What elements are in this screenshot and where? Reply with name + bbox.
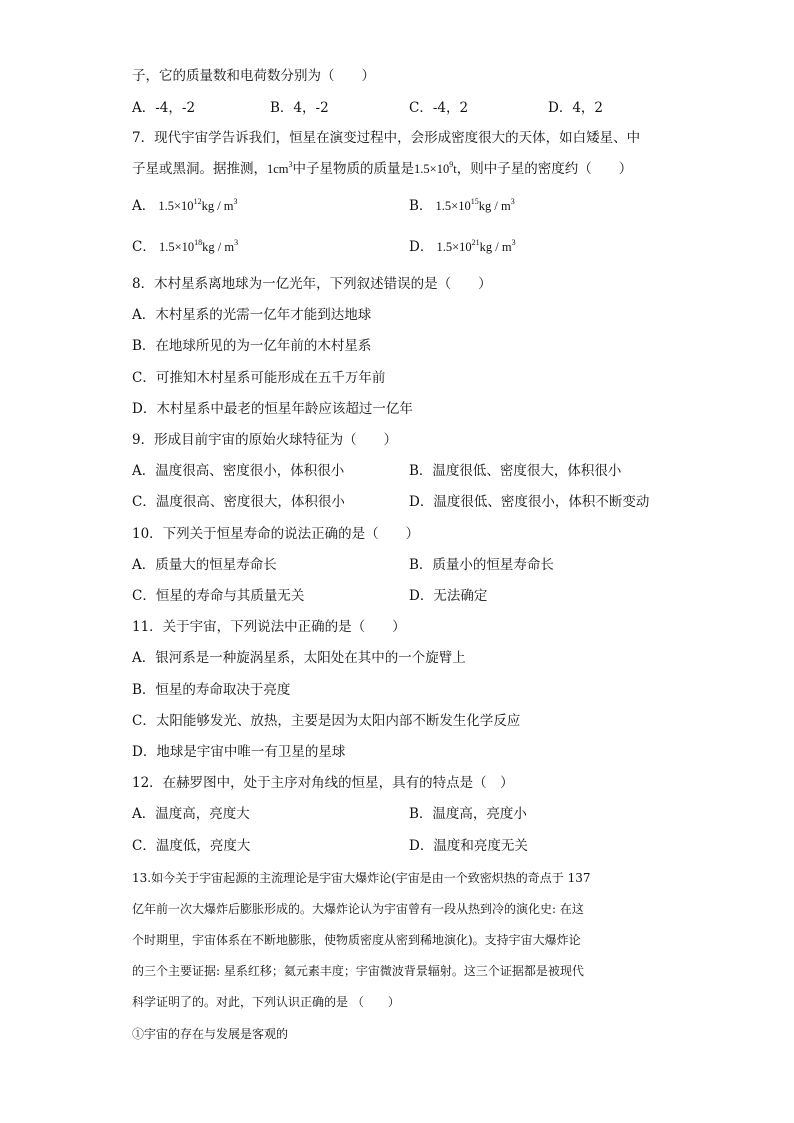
q13-paragraph-line-1: 13.如今关于宇宙起源的主流理论是宇宙大爆炸论(宇宙是由一个致密炽热的奇点于 137 (132, 871, 591, 885)
q10-option-b: B．质量小的恒星寿命长 (409, 557, 554, 573)
q6-options (0, 98, 794, 118)
q7-stem-line-2: 子星或黑洞。据推测，$1cm^3$中子星物质的质量是$1.5\times 10^9t$，则中子星的密度约（ ） (132, 160, 633, 177)
q9-option-a: A．温度很高、密度很小，体积很小 (132, 463, 345, 479)
q13-paragraph-line-5: 科学证明了的。对此，下列认识正确的是 （ ） (132, 995, 400, 1009)
q13-paragraph-line-2: 亿年前一次大爆炸后膨胀形成的。大爆炸论认为宇宙曾有一段从热到冷的演化史: 在这 (132, 902, 584, 916)
q12-option-a: A．温度高，亮度大 (132, 806, 250, 822)
q6-option-d: D．4，2 (548, 100, 604, 116)
q13-paragraph-line-4: 的三个主要证据: 星系红移；氦元素丰度；宇宙微波背景辐射。这三个证据都是被现代 (132, 964, 584, 978)
q10-stem: 10．下列关于恒星寿命的说法正确的是（ ） (132, 526, 420, 542)
q13-item-1: ①宇宙的存在与发展是客观的 (132, 1027, 289, 1041)
q11-option-a: A．银河系是一种旋涡星系，太阳处在其中的一个旋臂上 (132, 650, 466, 666)
q6-option-a: A．-4，-2 (132, 100, 196, 116)
q8-option-c: C．可推知木村星系可能形成在五千万年前 (132, 370, 386, 386)
q7-option-d: D． $1.5\times 10^{21}kg / m^3$ (409, 238, 516, 255)
q11-option-c: C．太阳能够发光、放热，主要是因为太阳内部不断发生化学反应 (132, 713, 521, 729)
q7-option-a: A． $1.5\times 10^{12}kg / m^3$ (132, 197, 238, 214)
q7-option-c: C． $1.5\times 10^{18}kg / m^3$ (132, 238, 239, 255)
q11-stem: 11．关于宇宙，下列说法中正确的是（ ） (132, 619, 406, 635)
q11-option-d: D．地球是宇宙中唯一有卫星的星球 (132, 744, 346, 760)
q6-option-c: C．-4，2 (409, 100, 469, 116)
q9-option-c: C．温度很高、密度很大，体积很小 (132, 494, 345, 510)
q11-option-b: B．恒星的寿命取决于亮度 (132, 682, 291, 698)
q8-stem: 8．木村星系离地球为一亿光年，下列叙述错误的是（ ） (132, 276, 492, 292)
q6-option-b: B．4，-2 (270, 100, 329, 116)
q9-option-b: B．温度很低、密度很大，体积很小 (409, 463, 622, 479)
q8-option-a: A．木村星系的光需一亿年才能到达地球 (132, 307, 372, 323)
q10-option-a: A．质量大的恒星寿命长 (132, 557, 277, 573)
q7-option-b: B． $1.5\times 10^{15}kg / m^3$ (409, 197, 515, 214)
q9-stem: 9．形成目前宇宙的原始火球特征为（ ） (132, 432, 398, 448)
q7-stem-line-1: 7．现代宇宙学告诉我们，恒星在演变过程中，会形成密度很大的天体，如白矮星、中 (132, 130, 641, 146)
q13-paragraph-line-3: 个时期里，宇宙体系在不断地膨胀，使物质密度从密到稀地演化)。支持宇宙大爆炸论 (132, 933, 581, 947)
q8-option-d: D．木村星系中最老的恒星年龄应该超过一亿年 (132, 401, 413, 417)
q12-option-b: B．温度高，亮度小 (409, 806, 527, 822)
q12-stem: 12．在赫罗图中，处于主序对角线的恒星，具有的特点是（ ） (132, 775, 514, 791)
q12-option-d: D．温度和亮度无关 (409, 838, 528, 854)
q12-option-c: C．温度低，亮度大 (132, 838, 251, 854)
q10-option-c: C．恒星的寿命与其质量无关 (132, 588, 305, 604)
q6-stem-continuation: 子，它的质量数和电荷数分别为（ ） (132, 68, 375, 84)
q8-option-b: B．在地球所见的为一亿年前的木村星系 (132, 338, 372, 354)
q10-option-d: D．无法确定 (409, 588, 488, 604)
q9-option-d: D．温度很低、密度很小，体积不断变动 (409, 494, 650, 510)
